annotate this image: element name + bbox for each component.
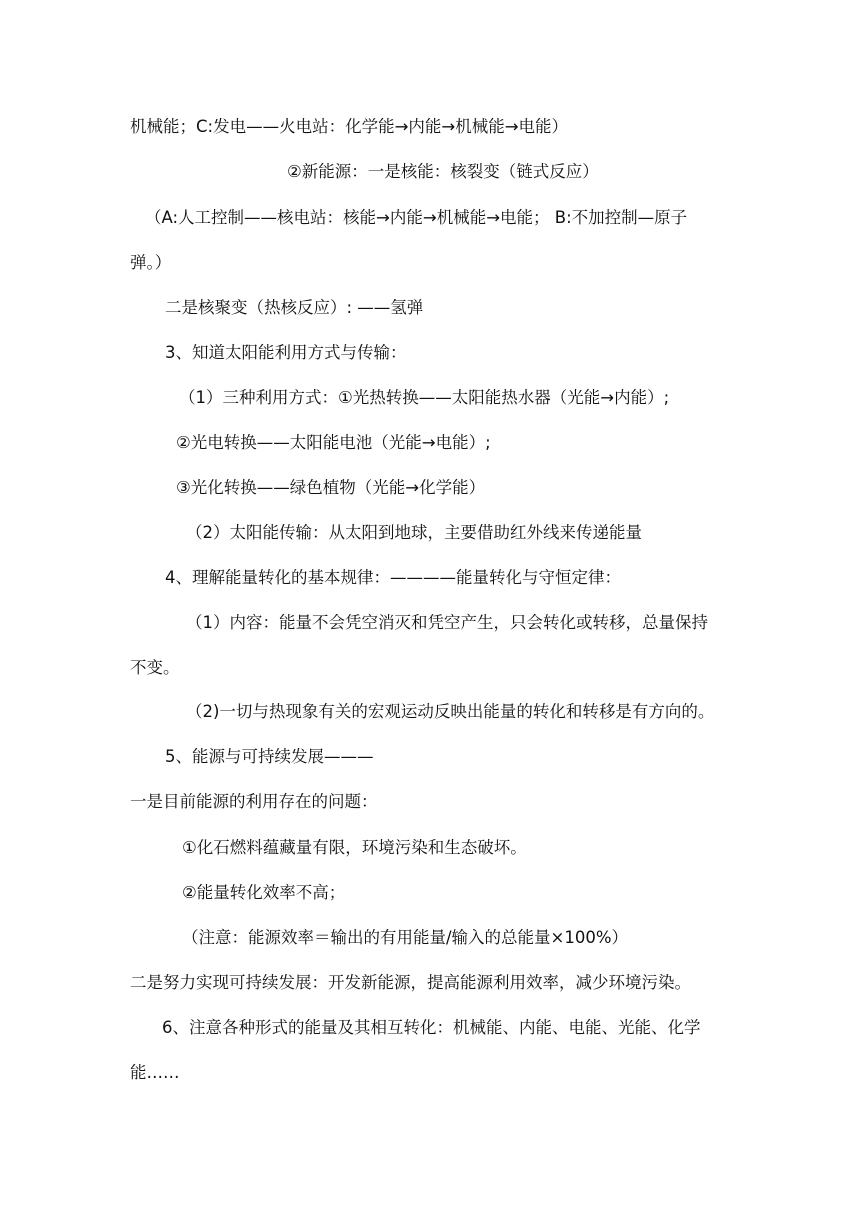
text-line-17: ①化石燃料蕴藏量有限，环境污染和生态破坏。 — [182, 838, 527, 857]
text-line-12: （1）内容：能量不会凭空消灭和凭空产生，只会转化或转移，总量保持 — [186, 613, 708, 632]
text-line-20: 二是努力实现可持续发展：开发新能源，提高能源利用效率，减少环境污染。 — [130, 973, 691, 992]
text-line-13: 不变。 — [130, 658, 180, 677]
text-line-9: ③光化转换——绿色植物（光能→化学能） — [176, 478, 486, 497]
text-line-3: （A:人工控制——核电站：核能→内能→机械能→电能； B:不加控制—原子 — [145, 208, 688, 227]
text-line-8: ②光电转换——太阳能电池（光能→电能）; — [176, 433, 491, 452]
text-line-22: 能…… — [130, 1063, 180, 1082]
text-line-1: 机械能；C:发电——火电站：化学能→内能→机械能→电能） — [130, 117, 569, 136]
section-heading-4: 4、理解能量转化的基本规律：————能量转化与守恒定律： — [165, 568, 621, 587]
section-heading-3: 3、知道太阳能利用方式与传输： — [165, 343, 407, 362]
text-line-4: 弹。） — [130, 253, 172, 272]
section-heading-5: 5、能源与可持续发展——— — [165, 747, 374, 766]
text-line-19: （注意：能源效率＝输出的有用能量/输入的总能量×100%） — [182, 928, 629, 947]
text-line-5: 二是核聚变（热核反应）: ——氢弹 — [165, 298, 424, 317]
text-line-7: （1）三种利用方式：①光热转换——太阳能热水器（光能→内能）; — [179, 388, 670, 407]
section-heading-6: 6、注意各种形式的能量及其相互转化：机械能、内能、电能、光能、化学 — [162, 1018, 701, 1037]
text-line-10: （2）太阳能传输：从太阳到地球，主要借助红外线来传递能量 — [186, 523, 642, 542]
text-line-2: ②新能源：一是核能：核裂变（链式反应） — [287, 162, 599, 181]
text-line-16: 一是目前能源的利用存在的问题： — [130, 792, 378, 811]
text-line-14: （2)一切与热现象有关的宏观运动反映出能量的转化和转移是有方向的。 — [186, 702, 715, 721]
text-line-18: ②能量转化效率不高； — [182, 883, 346, 902]
